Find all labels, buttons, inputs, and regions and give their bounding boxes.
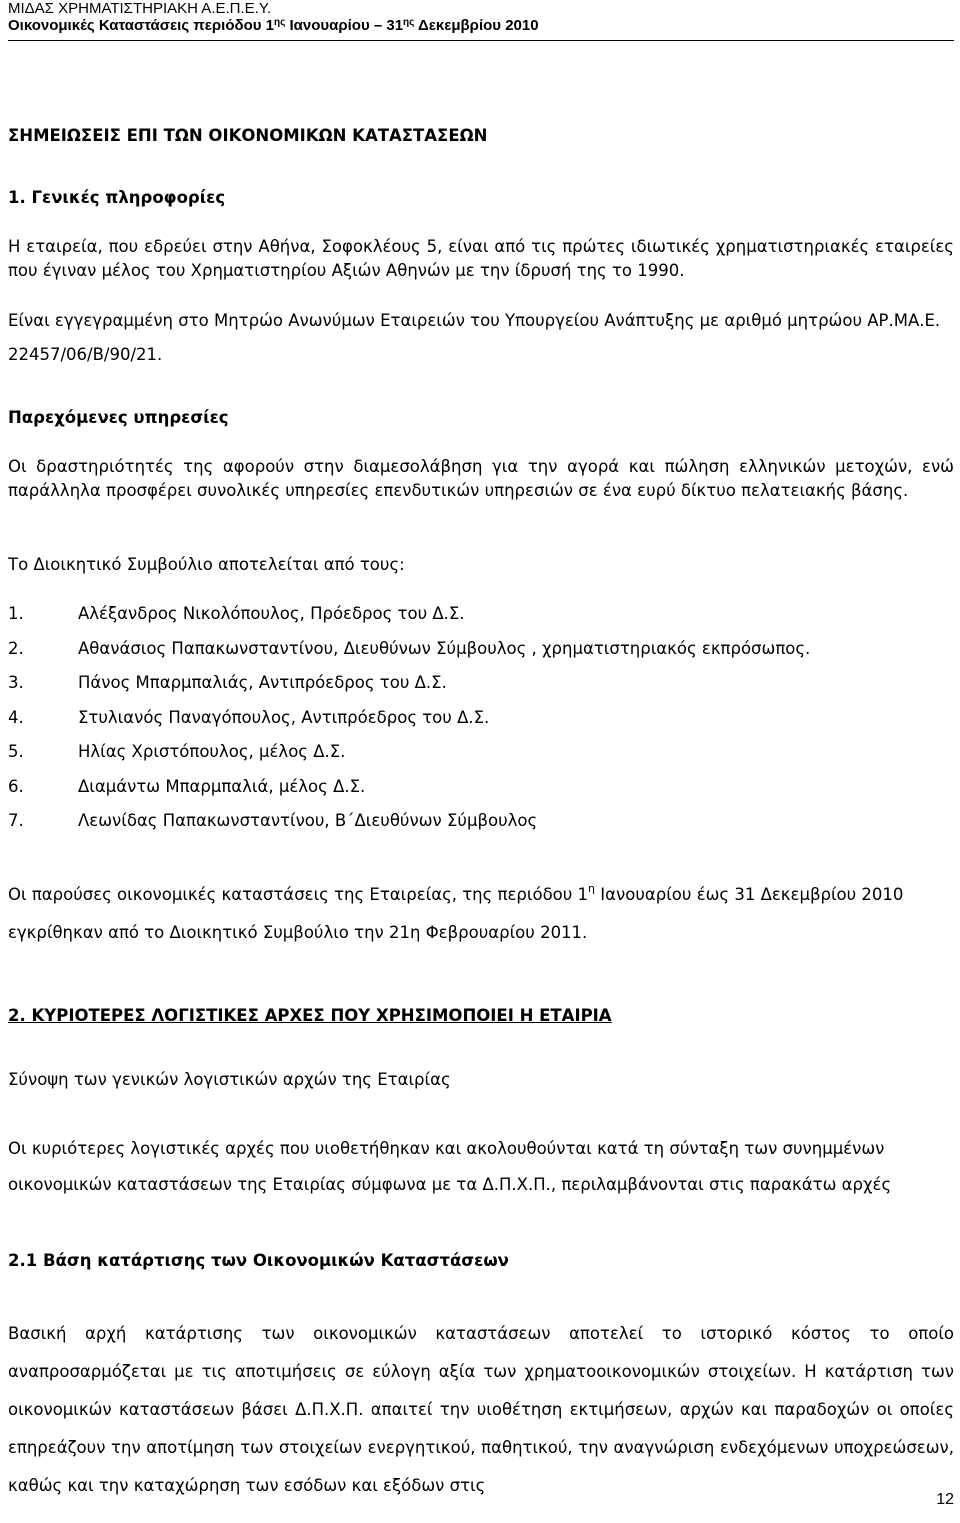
board-member-number: 4.: [8, 707, 24, 727]
board-member-text: Διαμάντω Μπαρμπαλιά, μέλος Δ.Σ.: [78, 776, 366, 796]
board-member-number: 6.: [8, 776, 24, 796]
board-member-text: Αθανάσιος Παπακωνσταντίνου, Διευθύνων Σύμβουλος , χρηματιστηριακός εκπρόσωπος.: [78, 638, 811, 658]
board-member-number: 2.: [8, 638, 24, 658]
board-member-text: Στυλιανός Παναγόπουλος, Αντιπρόεδρος του Δ.Σ.: [78, 707, 490, 727]
board-member-item: [8, 602, 954, 637]
page-number: 12: [936, 1491, 954, 1508]
board-member-number: 3.: [8, 673, 24, 692]
board-member-list: [8, 602, 954, 844]
board-member-number: 5.: [8, 742, 24, 761]
board-member-text: Λεωνίδας Παπακωνσταντίνου, Β΄Διευθύνων Σύμβουλος: [78, 811, 538, 830]
services-paragraph: Οι δραστηριότητές της αφορούν στην διαμεσολάβηση για την αγορά και πώληση ελληνικών μετοχών, ενώ παράλληλα προσφέρει συνολικές υπηρεσίες επενδυτικών υπηρεσιών σε ένα ευρύ δίκτυο πελατειακής βάσης.: [8, 457, 954, 500]
board-member-item: [8, 740, 954, 775]
board-intro: Το Διοικητικό Συμβούλιο αποτελείται από τους:: [8, 555, 405, 574]
header-divider: [8, 40, 954, 41]
accounting-principles-paragraph: Οι κυριότερες λογιστικές αρχές που υιοθετήθηκαν και ακολουθούνται κατά τη σύνταξη των συνημμένων οικονομικών καταστάσεων της Εταιρίας σύμφωνα με τα Δ.Π.Χ.Π., περιλαμβάνονται στις παρακάτω αρχές: [8, 1139, 892, 1194]
board-member-item: [8, 706, 954, 741]
header-company: ΜΙΔΑΣ ΧΡΗΜΑΤΙΣΤΗΡΙΑΚΗ Α.Ε.Π.Ε.Υ.: [8, 0, 272, 17]
services-heading: Παρεχόμενες υπηρεσίες: [8, 408, 229, 427]
registration-paragraph: Είναι εγγεγραμμένη στο Μητρώο Ανωνύμων Εταιρειών του Υπουργείου Ανάπτυξης με αριθμό μητρώου ΑΡ.ΜΑ.Ε. 22457/06/Β/90/21.: [8, 311, 941, 364]
board-member-text: Ηλίας Χριστόπουλος, μέλος Δ.Σ.: [78, 742, 346, 761]
intro-paragraph: Η εταιρεία, που εδρεύει στην Αθήνα, Σοφοκλέους 5, είναι από τις πρώτες ιδιωτικές χρηματιστηριακές εταιρείες που έγιναν μέλος του Χρηματιστηρίου Αξιών Αθηνών με την ίδρυσή της το 1990.: [8, 237, 954, 280]
basis-paragraph: Βασική αρχή κατάρτισης των οικονομικών καταστάσεων αποτελεί το ιστορικό κόστος το οποίο αναπροσαρμόζεται με τις αποτιμήσεις σε εύλογη αξία των χρηματοοικονομικών στοιχείων. Η κατάρτιση των οικονομικών καταστάσεων βάσει Δ.Π.Χ.Π. απαιτεί την υιοθέτηση εκτιμήσεων, αρχών και παραδοχών οι οποίες επηρεάζουν την αποτίμηση των στοιχείων ενεργητικού, παθητικού, την αναγνώριση ενδεχόμενων υποχρεώσεων, καθώς και την καταχώρηση των εσόδων και εξόδων στις: [8, 1324, 954, 1495]
accounting-principles-heading: 2. ΚΥΡΙΟΤΕΡΕΣ ΛΟΓΙΣΤΙΚΕΣ ΑΡΧΕΣ ΠΟΥ ΧΡΗΣΙΜΟΠΟΙΕΙ Η ΕΤΑΙΡΙΑ: [8, 1006, 612, 1025]
board-member-number: 1.: [8, 604, 24, 623]
board-member-item: [8, 671, 954, 706]
general-info-heading: 1. Γενικές πληροφορίες: [8, 188, 226, 207]
board-member-item: [8, 775, 954, 810]
board-member-item: [8, 637, 954, 672]
approval-paragraph: Οι παρούσες οικονομικές καταστάσεις της Εταιρείας, της περιόδου $1^\eta$ Ιανουαρίου έως 31 Δεκεμβρίου 2010 εγκρίθηκαν από το Διοικητικό Συμβούλιο την 21η Φεβρουαρίου 2011.: [8, 882, 904, 942]
board-member-item: [8, 809, 954, 844]
main-title: ΣΗΜΕΙΩΣΕΙΣ ΕΠΙ ΤΩΝ ΟΙΚΟΝΟΜΙΚΩΝ ΚΑΤΑΣΤΑΣΕΩΝ: [8, 126, 488, 145]
basis-heading: 2.1 Βάση κατάρτισης των Οικονομικών Καταστάσεων: [8, 1251, 509, 1270]
header-period: Οικονομικές Καταστάσεις περιόδου $1^{\eta\varsigma}$ Ιανουαρίου – $31^{\eta\varsigma}$ Δεκεμβρίου 2010: [8, 17, 539, 34]
board-member-text: Αλέξανδρος Νικολόπουλος, Πρόεδρος του Δ.Σ.: [78, 604, 465, 623]
board-member-number: 7.: [8, 811, 24, 830]
board-member-text: Πάνος Μπαρμπαλιάς, Αντιπρόεδρος του Δ.Σ.: [78, 673, 447, 692]
accounting-summary-subheading: Σύνοψη των γενικών λογιστικών αρχών της Εταιρίας: [8, 1070, 451, 1089]
